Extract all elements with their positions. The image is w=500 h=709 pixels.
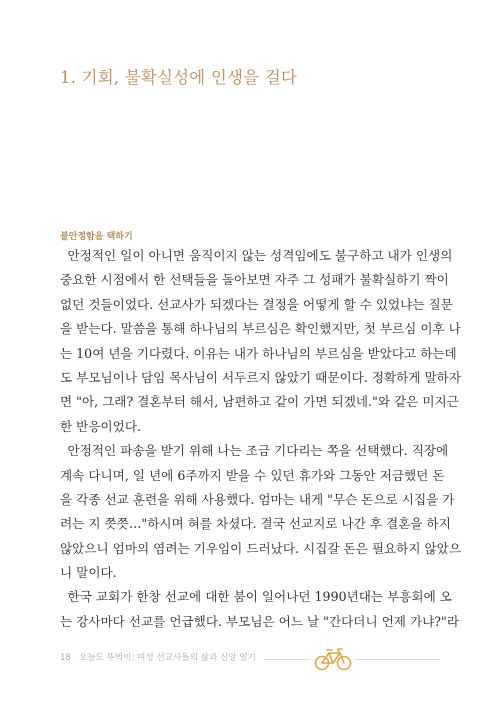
page-number: 18 — [60, 653, 71, 663]
body-line: 없던 것들이었다. 선교사가 되겠다는 결정을 어떻게 할 수 있었냐는 질문 — [60, 296, 453, 312]
body-line: 않았으니 엄마의 염려는 기우임이 드러났다. 시집갈 돈은 필요하지 않았으 — [60, 540, 461, 556]
section-heading: 불안정함을 택하기 — [60, 232, 133, 242]
body-line: 한국 교회가 한창 선교에 대한 붐이 일어나던 1990년대는 부흥회에 오 — [67, 589, 452, 605]
book-title: 오늘도 뚜벅이: 여성 선교사들의 삶과 신앙 일기 — [78, 653, 256, 663]
body-line: 을 각종 선교 훈련을 위해 사용했다. 엄마는 내게 "무슨 돈으로 시집을 가 — [60, 491, 455, 507]
body-line: 한 반응이었다. — [60, 418, 141, 434]
body-line: 려는 지 쯧쯧…"하시며 혀를 차셨다. 결국 선교지로 나간 후 결혼을 하지 — [60, 516, 451, 532]
body-line: 안정적인 파송을 받기 위해 나는 조금 기다리는 쪽을 선택했다. 직장에 — [67, 443, 449, 459]
body-line: 안정적인 일이 아니면 움직이지 않는 성격임에도 불구하고 내가 인생의 — [67, 248, 453, 263]
body-line: 는 강사마다 선교를 언급했다. 부모님은 어느 날 "간다더니 언제 가냐?"라 — [60, 613, 460, 629]
footer-text — [60, 651, 264, 663]
body-text — [60, 244, 461, 634]
body-line: 중요한 시점에서 한 선택들을 돌아보면 자주 그 성패가 불확실하기 짝이 — [60, 272, 449, 288]
chapter-title: 1. 기회, 불확실성에 인생을 걸다 — [60, 68, 298, 87]
body-line: 도 부모님이나 담임 목사님이 서두르지 않았기 때문이다. 정확하게 말하자 — [60, 369, 461, 385]
body-line: 니 말이다. — [60, 565, 117, 581]
body-line: 는 10여 년을 기다렸다. 이유는 내가 하나님의 부르심을 받았다고 하는데 — [60, 345, 457, 361]
body-line: 을 받는다. 말씀을 통해 하나님의 부르심은 확인했지만, 첫 부르심 이후 나 — [60, 321, 461, 337]
body-line: 면 "아, 그래? 결혼부터 해서, 남편하고 같이 가면 되겠네."와 같은 미지근 — [60, 394, 459, 410]
page-footer — [60, 646, 440, 674]
body-line: 계속 다니며, 일 년에 6주까지 받을 수 있던 휴가와 그동안 저금했던 돈 — [60, 467, 445, 483]
bicycle-icon — [310, 646, 356, 672]
